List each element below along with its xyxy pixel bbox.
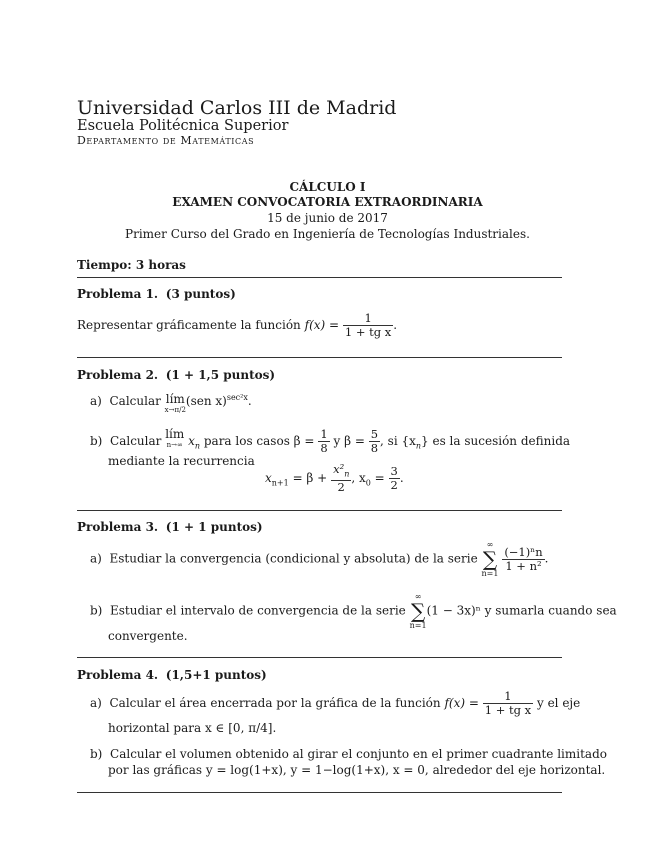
divider [77,510,562,511]
university-title: Universidad Carlos III de Madrid [77,97,397,119]
time-label: Tiempo: 3 horas [77,258,186,272]
course-title: CÁLCULO I [289,180,366,194]
fraction: $\frac{1}{\text{1 + tg x}}$ [344,311,392,339]
problem-1-heading: Problema 1. (3 puntos) [77,287,236,301]
recurrence-formula: $x_{n+1} = \beta$ + $\frac{x^2_n}{2}$ , $x_0$ = $\frac{3}{2}$ . [265,462,404,495]
problem-3-heading: Problema 3. (1 + 1 puntos) [77,520,263,534]
problem-4b-line2: por las gráficas y = log(1+x), y = 1−log(1+x), x = 0, alrededor del eje horizontal. [108,763,606,777]
degree-line: Primer Curso del Grado en Ingeniería de Tecnologías Industriales. [125,227,530,241]
problem-4a-line2: horizontal para x ∈ [0, π/4]. [108,721,277,735]
department-name: Departamento de Matemáticas [77,134,255,147]
problem-2b-line2: mediante la recurrencia [108,454,255,468]
problem-3b-line2: convergente. [108,629,188,643]
divider [77,792,562,793]
divider [77,357,562,358]
problem-2-heading: Problema 2. (1 + 1,5 puntos) [77,368,276,382]
problem-4b: b) Calcular el volumen obtenido al girar el conjunto en el primer cuadrante limitado [90,747,607,761]
exam-title: EXAMEN CONVOCATORIA EXTRAORDINARIA [172,195,483,209]
divider [77,657,562,658]
exam-date: 15 de junio de 2017 [267,211,388,225]
problem-3b: b) Estudiar el intervalo de convergencia de la serie ∞ ∑ n=1(1 − 3x)ⁿ y sumarla cuando sea [90,592,617,630]
problem-2b: b) Calcular lím n→∞ $x_n$ para los casos β = $\frac{1}{8}$ y β = $\frac{5}{8}$ , si $\{x_n\}$ es la sucesión definida [90,427,571,455]
problem-1-body: Representar gráficamente la función f(x) = $\frac{1}{\text{1 + tg x}}$ . [77,311,398,339]
divider [77,277,562,278]
school-name: Escuela Politécnica Superior [77,118,289,134]
problem-3a: a) Estudiar la convergencia (condicional y absoluta) de la serie ∞ ∑ n=1 $\frac{\text{(−1)ⁿn}}{\text{1 + n²}}$ . [90,540,549,578]
problem-2a: a) Calcular lím x→π/2 (sen x)$^{sec^2x}$. [90,392,252,414]
problem-4-heading: Problema 4. (1,5+1 puntos) [77,668,267,682]
problem-4a: a) Calcular el área encerrada por la gráfica de la función f(x) = $\frac{1}{\text{1 + tg x}}$ y el eje [90,689,581,717]
